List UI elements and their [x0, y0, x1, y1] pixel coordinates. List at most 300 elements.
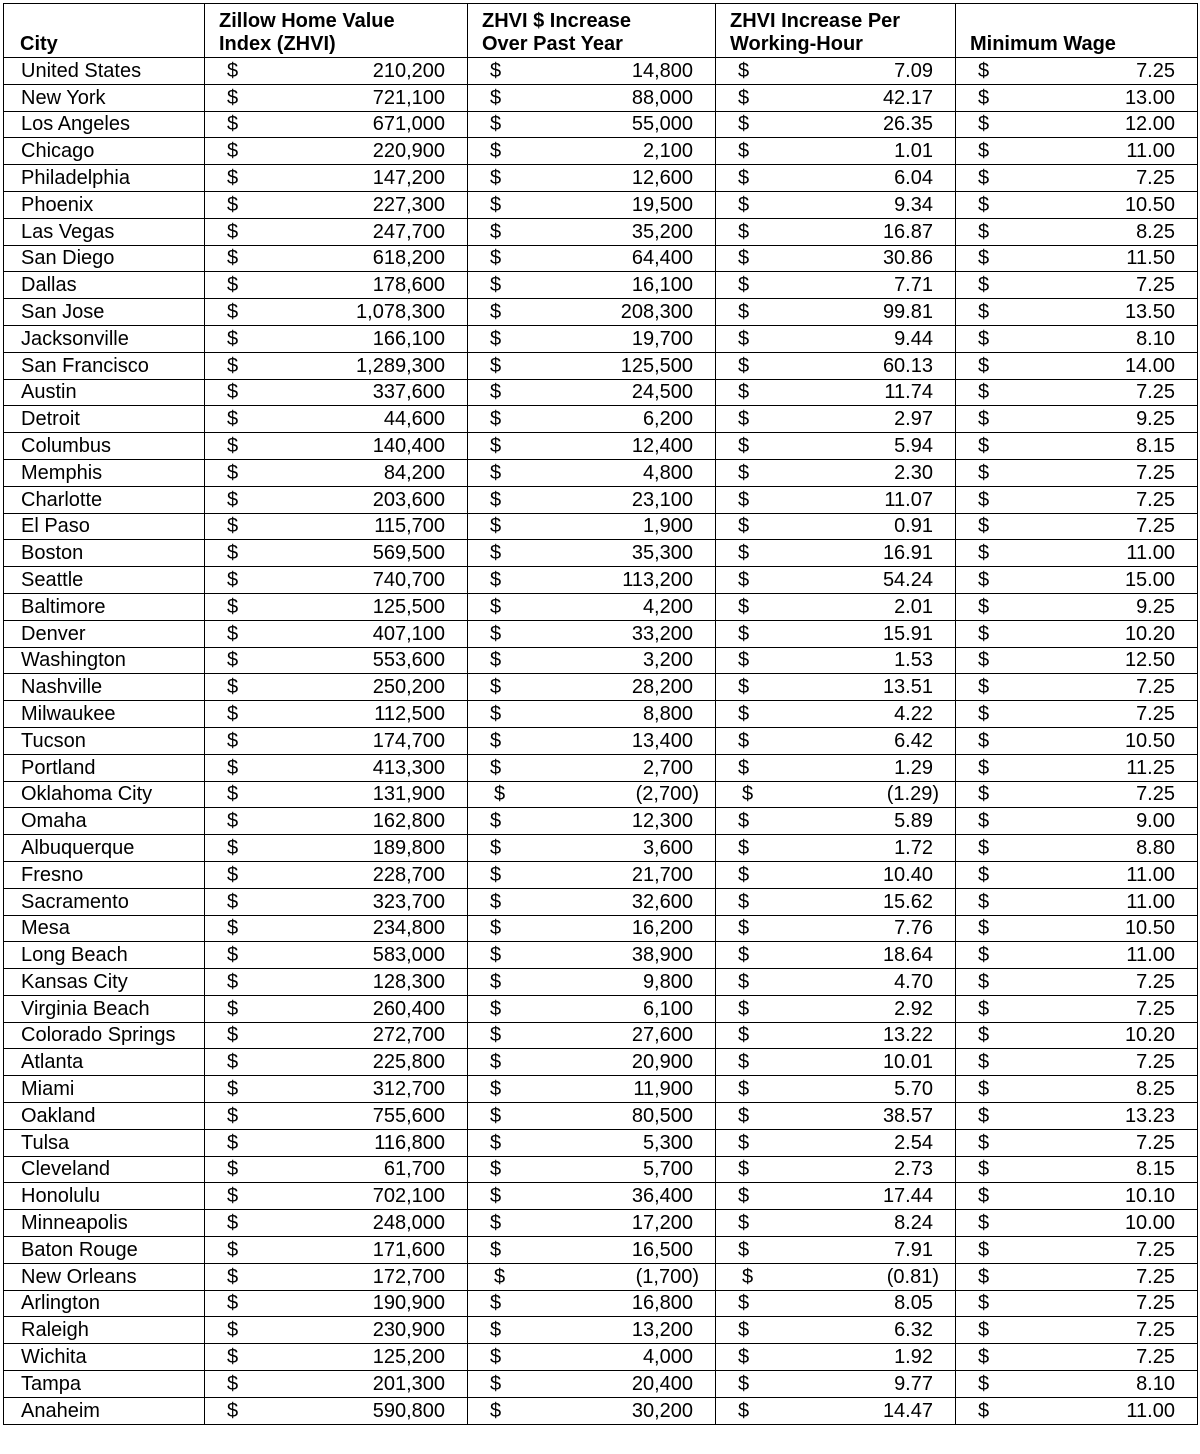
- table-row: [4, 754, 1198, 781]
- cell-value: 721,100: [372, 86, 445, 109]
- currency-symbol: $: [490, 756, 502, 779]
- cell-value: 13,200: [631, 1319, 693, 1342]
- cell-value: 99.81: [882, 300, 933, 323]
- cell-increase-per-hour: [716, 165, 956, 192]
- cell-increase-per-hour: [716, 406, 956, 433]
- cell-zhvi-increase: [468, 1049, 716, 1076]
- currency-symbol: $: [978, 970, 990, 993]
- cell-value: 6.04: [894, 166, 933, 189]
- cell-increase-per-hour: [716, 888, 956, 915]
- cell-value: 7.25: [1136, 783, 1175, 806]
- currency-symbol: $: [738, 729, 750, 752]
- cell-zhvi-increase: [468, 808, 716, 835]
- currency-symbol: $: [490, 1399, 502, 1422]
- currency-symbol: $: [227, 140, 239, 163]
- currency-symbol: $: [742, 783, 754, 806]
- currency-symbol: $: [227, 434, 239, 457]
- cell-value: 28,200: [631, 676, 693, 699]
- cell-zhvi-increase: [468, 888, 716, 915]
- cell-city: Miami: [4, 1076, 205, 1103]
- cell-value: 2.30: [894, 461, 933, 484]
- currency-symbol: $: [227, 1399, 239, 1422]
- table-row: [4, 915, 1198, 942]
- currency-symbol: $: [490, 542, 502, 565]
- cell-value: 9.44: [894, 327, 933, 350]
- table-row: [4, 191, 1198, 218]
- cell-zhvi-increase: [468, 165, 716, 192]
- currency-symbol: $: [738, 1212, 750, 1235]
- cell-minimum-wage: [956, 1049, 1198, 1076]
- currency-symbol: $: [738, 997, 750, 1020]
- table-row: [4, 1103, 1198, 1130]
- cell-value: 12.00: [1124, 113, 1175, 136]
- cell-zhvi: [205, 379, 468, 406]
- cell-increase-per-hour: [716, 1397, 956, 1424]
- cell-value: 7.25: [1136, 515, 1175, 538]
- cell-value: 9.00: [1136, 810, 1175, 833]
- cell-value: 3,200: [642, 649, 693, 672]
- currency-symbol: $: [490, 461, 502, 484]
- cell-city: Arlington: [4, 1290, 205, 1317]
- cell-value: 7.25: [1136, 274, 1175, 297]
- cell-city: Virginia Beach: [4, 995, 205, 1022]
- table-row: [4, 1371, 1198, 1398]
- cell-city: Colorado Springs: [4, 1022, 205, 1049]
- cell-zhvi-increase: [468, 245, 716, 272]
- cell-value: 2.97: [894, 408, 933, 431]
- cell-zhvi-increase: [468, 191, 716, 218]
- cell-value: 210,200: [372, 59, 445, 82]
- table-row: [4, 701, 1198, 728]
- cell-zhvi-increase: [468, 1317, 716, 1344]
- currency-symbol: $: [738, 59, 750, 82]
- currency-symbol: $: [978, 354, 990, 377]
- currency-symbol: $: [738, 1078, 750, 1101]
- cell-city: Oakland: [4, 1103, 205, 1130]
- currency-symbol: $: [738, 166, 750, 189]
- cell-city: Oklahoma City: [4, 781, 205, 808]
- currency-symbol: $: [490, 997, 502, 1020]
- currency-symbol: $: [227, 86, 239, 109]
- cell-minimum-wage: [956, 1290, 1198, 1317]
- table-row: [4, 861, 1198, 888]
- cell-increase-per-hour: [716, 1103, 956, 1130]
- cell-value: 227,300: [372, 193, 445, 216]
- cell-value: 7.71: [894, 274, 933, 297]
- cell-zhvi-increase: [468, 1076, 716, 1103]
- cell-zhvi: [205, 58, 468, 85]
- currency-symbol: $: [227, 247, 239, 270]
- currency-symbol: $: [227, 59, 239, 82]
- currency-symbol: $: [227, 1238, 239, 1261]
- currency-symbol: $: [490, 970, 502, 993]
- cell-minimum-wage: [956, 1129, 1198, 1156]
- cell-zhvi-increase: [468, 567, 716, 594]
- cell-zhvi-increase: [468, 1344, 716, 1371]
- cell-zhvi-increase: [468, 218, 716, 245]
- cell-zhvi-increase: [468, 1129, 716, 1156]
- cell-minimum-wage: [956, 218, 1198, 245]
- cell-zhvi: [205, 567, 468, 594]
- currency-symbol: $: [490, 1185, 502, 1208]
- cell-value: 5,700: [642, 1158, 693, 1181]
- currency-symbol: $: [738, 1372, 750, 1395]
- cell-value: 11.00: [1126, 863, 1175, 886]
- currency-symbol: $: [227, 113, 239, 136]
- cell-zhvi: [205, 1210, 468, 1237]
- cell-increase-per-hour: [716, 808, 956, 835]
- cell-value: 10.50: [1124, 729, 1175, 752]
- cell-city: Raleigh: [4, 1317, 205, 1344]
- cell-minimum-wage: [956, 1210, 1198, 1237]
- cell-city: San Jose: [4, 299, 205, 326]
- currency-symbol: $: [978, 568, 990, 591]
- currency-symbol: $: [738, 1104, 750, 1127]
- currency-symbol: $: [490, 944, 502, 967]
- cell-city: Dallas: [4, 272, 205, 299]
- currency-symbol: $: [227, 676, 239, 699]
- cell-zhvi: [205, 727, 468, 754]
- table-row: [4, 1049, 1198, 1076]
- currency-symbol: $: [738, 1158, 750, 1181]
- cell-zhvi-increase: [468, 1263, 716, 1290]
- cell-value: 11.07: [884, 488, 933, 511]
- cell-value: 54.24: [882, 568, 933, 591]
- cell-zhvi: [205, 888, 468, 915]
- cell-value: 13.22: [882, 1024, 933, 1047]
- currency-symbol: $: [738, 327, 750, 350]
- cell-value: 11.00: [1126, 140, 1175, 163]
- cell-increase-per-hour: [716, 433, 956, 460]
- cell-minimum-wage: [956, 701, 1198, 728]
- cell-zhvi: [205, 781, 468, 808]
- currency-symbol: $: [490, 113, 502, 136]
- cell-city: Minneapolis: [4, 1210, 205, 1237]
- currency-symbol: $: [738, 1346, 750, 1369]
- currency-symbol: $: [738, 488, 750, 511]
- currency-symbol: $: [738, 515, 750, 538]
- cell-value: 323,700: [372, 890, 445, 913]
- cell-zhvi: [205, 138, 468, 165]
- cell-value: (1,700): [635, 1265, 699, 1288]
- cell-zhvi: [205, 1076, 468, 1103]
- currency-symbol: $: [227, 461, 239, 484]
- currency-symbol: $: [227, 1319, 239, 1342]
- currency-symbol: $: [978, 488, 990, 511]
- table-row: [4, 1129, 1198, 1156]
- cell-value: 7.25: [1136, 1265, 1175, 1288]
- header-increase-per-hour: ZHVI Increase Per Working-Hour: [716, 4, 956, 58]
- cell-value: 7.25: [1136, 1292, 1175, 1315]
- cell-value: 8.24: [894, 1212, 933, 1235]
- cell-value: 2,100: [642, 140, 693, 163]
- currency-symbol: $: [978, 997, 990, 1020]
- currency-symbol: $: [738, 1238, 750, 1261]
- cell-value: 225,800: [372, 1051, 445, 1074]
- cell-zhvi-increase: [468, 915, 716, 942]
- cell-zhvi-increase: [468, 1290, 716, 1317]
- cell-city: Detroit: [4, 406, 205, 433]
- cell-zhvi-increase: [468, 861, 716, 888]
- currency-symbol: $: [738, 595, 750, 618]
- currency-symbol: $: [978, 542, 990, 565]
- currency-symbol: $: [978, 1104, 990, 1127]
- cell-value: 131,900: [372, 783, 445, 806]
- cell-increase-per-hour: [716, 1371, 956, 1398]
- cell-city: Memphis: [4, 459, 205, 486]
- cell-minimum-wage: [956, 674, 1198, 701]
- table-row: [4, 299, 1198, 326]
- currency-symbol: $: [738, 810, 750, 833]
- cell-zhvi: [205, 835, 468, 862]
- cell-value: 172,700: [372, 1265, 445, 1288]
- currency-symbol: $: [738, 1131, 750, 1154]
- header-zhvi: Zillow Home Value Index (ZHVI): [205, 4, 468, 58]
- cell-minimum-wage: [956, 969, 1198, 996]
- currency-symbol: $: [738, 381, 750, 404]
- cell-zhvi-increase: [468, 299, 716, 326]
- cell-increase-per-hour: [716, 701, 956, 728]
- cell-city: Baton Rouge: [4, 1237, 205, 1264]
- cell-zhvi-increase: [468, 1103, 716, 1130]
- cell-value: 14.00: [1124, 354, 1175, 377]
- cell-value: 14,800: [631, 59, 693, 82]
- cell-value: 260,400: [372, 997, 445, 1020]
- cell-zhvi: [205, 459, 468, 486]
- cell-city: Denver: [4, 620, 205, 647]
- cell-increase-per-hour: [716, 352, 956, 379]
- cell-zhvi: [205, 593, 468, 620]
- currency-symbol: $: [978, 649, 990, 672]
- cell-value: 11.00: [1126, 890, 1175, 913]
- cell-value: 21,700: [631, 863, 693, 886]
- currency-symbol: $: [738, 140, 750, 163]
- currency-symbol: $: [227, 863, 239, 886]
- cell-value: 8,800: [642, 702, 693, 725]
- cell-zhvi: [205, 647, 468, 674]
- cell-value: 3,600: [642, 836, 693, 859]
- cell-zhvi: [205, 808, 468, 835]
- cell-increase-per-hour: [716, 1183, 956, 1210]
- currency-symbol: $: [738, 756, 750, 779]
- currency-symbol: $: [227, 649, 239, 672]
- currency-symbol: $: [490, 140, 502, 163]
- cell-value: 24,500: [631, 381, 693, 404]
- cell-zhvi-increase: [468, 111, 716, 138]
- cell-value: 64,400: [631, 247, 693, 270]
- currency-symbol: $: [227, 166, 239, 189]
- cell-value: 7.25: [1136, 1346, 1175, 1369]
- currency-symbol: $: [978, 515, 990, 538]
- cell-value: 220,900: [372, 140, 445, 163]
- cell-zhvi: [205, 513, 468, 540]
- cell-value: 9.77: [894, 1372, 933, 1395]
- cell-value: 2.01: [894, 595, 933, 618]
- cell-minimum-wage: [956, 1371, 1198, 1398]
- cell-zhvi: [205, 352, 468, 379]
- table-row: [4, 1397, 1198, 1424]
- table-row: [4, 1290, 1198, 1317]
- currency-symbol: $: [978, 1212, 990, 1235]
- currency-symbol: $: [227, 595, 239, 618]
- cell-value: 88,000: [631, 86, 693, 109]
- cell-increase-per-hour: [716, 84, 956, 111]
- cell-value: 36,400: [631, 1185, 693, 1208]
- cell-value: 23,100: [631, 488, 693, 511]
- cell-value: 2,700: [642, 756, 693, 779]
- zhvi-table: [3, 3, 1198, 1425]
- currency-symbol: $: [738, 863, 750, 886]
- cell-value: 1.29: [894, 756, 933, 779]
- currency-symbol: $: [490, 863, 502, 886]
- cell-value: 7.25: [1136, 702, 1175, 725]
- table-row: [4, 486, 1198, 513]
- currency-symbol: $: [227, 1372, 239, 1395]
- cell-value: 702,100: [372, 1185, 445, 1208]
- currency-symbol: $: [738, 461, 750, 484]
- cell-value: 189,800: [372, 836, 445, 859]
- cell-increase-per-hour: [716, 111, 956, 138]
- cell-city: Tucson: [4, 727, 205, 754]
- currency-symbol: $: [978, 300, 990, 323]
- currency-symbol: $: [978, 676, 990, 699]
- cell-value: 128,300: [372, 970, 445, 993]
- currency-symbol: $: [738, 568, 750, 591]
- cell-value: 17,200: [631, 1212, 693, 1235]
- table-row: [4, 325, 1198, 352]
- currency-symbol: $: [227, 1078, 239, 1101]
- cell-value: 38,900: [631, 944, 693, 967]
- cell-increase-per-hour: [716, 486, 956, 513]
- cell-zhvi-increase: [468, 835, 716, 862]
- cell-increase-per-hour: [716, 1156, 956, 1183]
- table-row: [4, 995, 1198, 1022]
- cell-value: 7.25: [1136, 997, 1175, 1020]
- cell-minimum-wage: [956, 352, 1198, 379]
- cell-zhvi-increase: [468, 781, 716, 808]
- cell-value: 5,300: [642, 1131, 693, 1154]
- currency-symbol: $: [227, 1212, 239, 1235]
- cell-minimum-wage: [956, 513, 1198, 540]
- cell-value: 7.25: [1136, 488, 1175, 511]
- currency-symbol: $: [490, 59, 502, 82]
- currency-symbol: $: [490, 676, 502, 699]
- cell-value: 583,000: [372, 944, 445, 967]
- cell-zhvi: [205, 1156, 468, 1183]
- cell-increase-per-hour: [716, 1076, 956, 1103]
- cell-value: 1.53: [894, 649, 933, 672]
- cell-value: 140,400: [372, 434, 445, 457]
- cell-city: Mesa: [4, 915, 205, 942]
- cell-value: 9,800: [642, 970, 693, 993]
- cell-value: 35,300: [631, 542, 693, 565]
- cell-minimum-wage: [956, 647, 1198, 674]
- currency-symbol: $: [738, 1319, 750, 1342]
- cell-value: 2.73: [894, 1158, 933, 1181]
- cell-value: 337,600: [372, 381, 445, 404]
- currency-symbol: $: [738, 970, 750, 993]
- cell-increase-per-hour: [716, 218, 956, 245]
- cell-value: 26.35: [882, 113, 933, 136]
- cell-zhvi-increase: [468, 620, 716, 647]
- currency-symbol: $: [738, 434, 750, 457]
- cell-zhvi: [205, 620, 468, 647]
- currency-symbol: $: [490, 1131, 502, 1154]
- cell-value: 15.62: [882, 890, 933, 913]
- cell-value: 7.25: [1136, 970, 1175, 993]
- cell-zhvi-increase: [468, 674, 716, 701]
- cell-zhvi: [205, 433, 468, 460]
- cell-zhvi-increase: [468, 84, 716, 111]
- table-row: [4, 620, 1198, 647]
- cell-value: 6,100: [642, 997, 693, 1020]
- cell-value: 35,200: [631, 220, 693, 243]
- cell-value: 112,500: [374, 702, 445, 725]
- currency-symbol: $: [738, 676, 750, 699]
- table-row: [4, 888, 1198, 915]
- cell-city: San Diego: [4, 245, 205, 272]
- cell-increase-per-hour: [716, 540, 956, 567]
- cell-value: 61,700: [383, 1158, 445, 1181]
- cell-increase-per-hour: [716, 245, 956, 272]
- cell-city: Albuquerque: [4, 835, 205, 862]
- cell-city: Long Beach: [4, 942, 205, 969]
- cell-value: 174,700: [372, 729, 445, 752]
- cell-value: 12.50: [1124, 649, 1175, 672]
- cell-value: 247,700: [372, 220, 445, 243]
- cell-value: 234,800: [372, 917, 445, 940]
- cell-zhvi: [205, 1263, 468, 1290]
- cell-zhvi: [205, 701, 468, 728]
- cell-city: Omaha: [4, 808, 205, 835]
- cell-value: 18.64: [882, 944, 933, 967]
- cell-value: 19,500: [631, 193, 693, 216]
- table-row: [4, 1317, 1198, 1344]
- cell-increase-per-hour: [716, 325, 956, 352]
- currency-symbol: $: [227, 1292, 239, 1315]
- cell-value: 7.25: [1136, 461, 1175, 484]
- cell-value: 7.25: [1136, 381, 1175, 404]
- cell-value: 230,900: [372, 1319, 445, 1342]
- cell-value: 7.76: [894, 917, 933, 940]
- currency-symbol: $: [978, 327, 990, 350]
- cell-zhvi-increase: [468, 1156, 716, 1183]
- currency-symbol: $: [490, 220, 502, 243]
- cell-value: 11.25: [1126, 756, 1175, 779]
- cell-increase-per-hour: [716, 1129, 956, 1156]
- cell-increase-per-hour: [716, 1049, 956, 1076]
- cell-zhvi: [205, 915, 468, 942]
- cell-value: 11.00: [1126, 542, 1175, 565]
- cell-value: 272,700: [372, 1024, 445, 1047]
- cell-value: 11.74: [884, 381, 933, 404]
- cell-zhvi-increase: [468, 325, 716, 352]
- cell-city: Tampa: [4, 1371, 205, 1398]
- cell-city: Seattle: [4, 567, 205, 594]
- currency-symbol: $: [978, 220, 990, 243]
- cell-minimum-wage: [956, 1183, 1198, 1210]
- cell-value: 178,600: [372, 274, 445, 297]
- cell-zhvi-increase: [468, 1183, 716, 1210]
- currency-symbol: $: [227, 327, 239, 350]
- cell-city: San Francisco: [4, 352, 205, 379]
- currency-symbol: $: [978, 1372, 990, 1395]
- cell-zhvi-increase: [468, 1210, 716, 1237]
- cell-value: 10.40: [882, 863, 933, 886]
- cell-zhvi-increase: [468, 513, 716, 540]
- cell-zhvi: [205, 674, 468, 701]
- table-row: [4, 513, 1198, 540]
